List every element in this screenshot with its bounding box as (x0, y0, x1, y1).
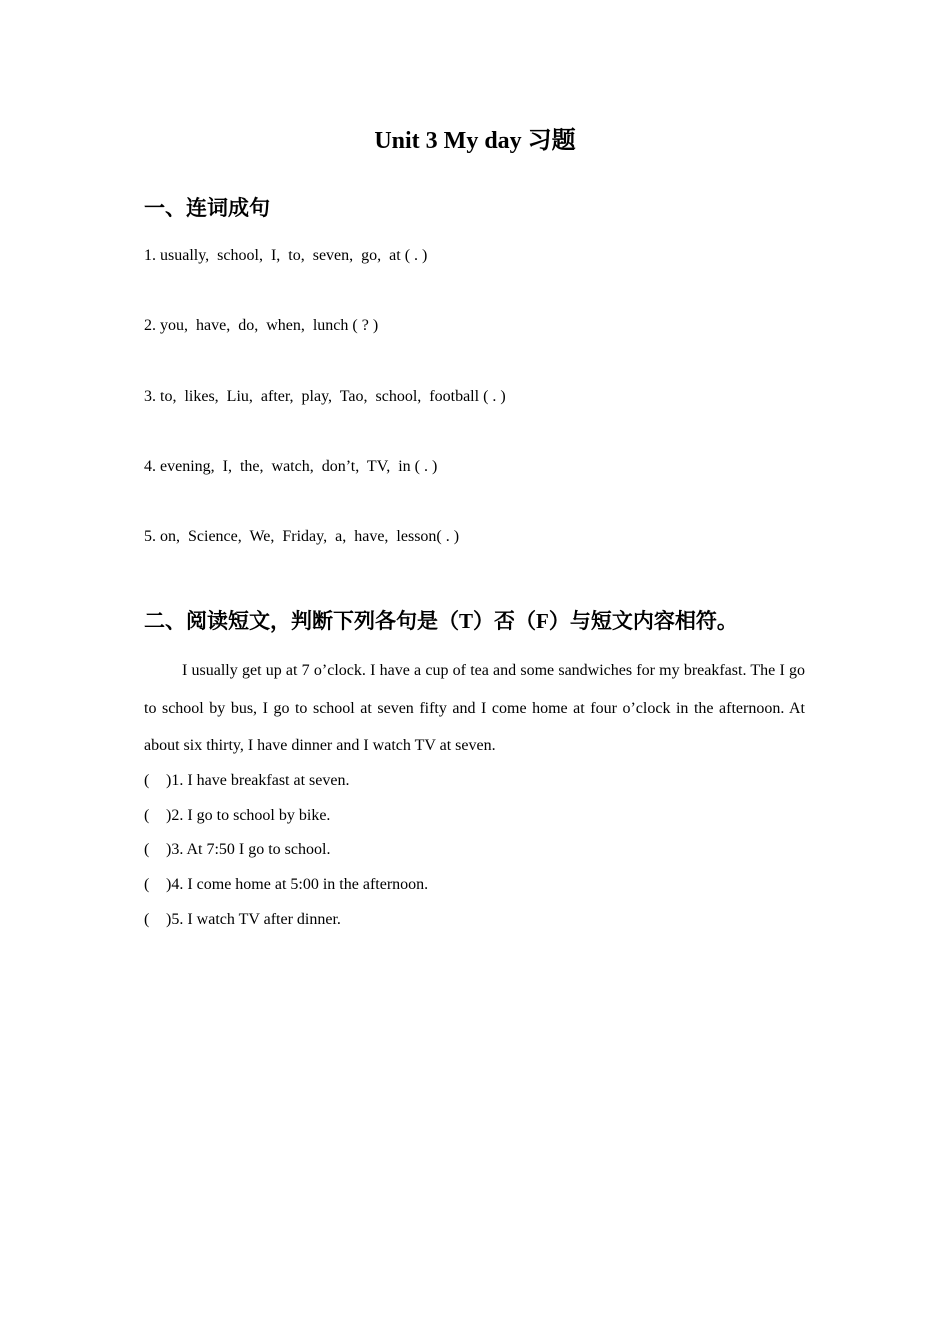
word-order-question-1: 1. usually, school, I, to, seven, go, at ( . ) (144, 247, 428, 264)
page-title: Unit 3 My day 习题 (374, 128, 576, 154)
answer-blank: ( (144, 841, 150, 858)
true-false-item-4 (144, 874, 428, 896)
true-false-item-2 (144, 805, 330, 827)
section-heading-reading: 二、阅读短文，判断下列各句是（T）否（F）与短文内容相符。 (144, 609, 738, 633)
statement-text: )2. I go to school by bike. (166, 807, 331, 824)
section-heading-word-order: 一、连词成句 (144, 196, 270, 220)
statement-text: )1. I have breakfast at seven. (166, 772, 350, 789)
word-order-question-3: 3. to, likes, Liu, after, play, Tao, school, football ( . ) (144, 388, 506, 405)
true-false-item-3 (144, 839, 330, 861)
word-order-question-5: 5. on, Science, We, Friday, a, have, lesson( . ) (144, 528, 460, 545)
answer-blank: ( (144, 772, 150, 789)
answer-blank: ( (144, 911, 150, 928)
statement-text: )3. At 7:50 I go to school. (166, 841, 331, 858)
word-order-question-4: 4. evening, I, the, watch, don’t, TV, in ( . ) (144, 458, 438, 475)
true-false-item-1 (144, 770, 349, 792)
statement-text: )5. I watch TV after dinner. (166, 911, 341, 928)
answer-blank: ( (144, 807, 150, 824)
true-false-item-5 (144, 909, 341, 931)
word-order-question-2: 2. you, have, do, when, lunch ( ? ) (144, 317, 379, 334)
statement-text: )4. I come home at 5:00 in the afternoon. (166, 876, 429, 893)
answer-blank: ( (144, 876, 150, 893)
reading-passage: I usually get up at 7 o’clock. I have a cup of tea and some sandwiches for my breakfast. The I go to school by bus, I go to school at seven fifty and I come home at four o’clock in the afternoon. At about six thirty, I have dinner and I watch TV at seven. (144, 662, 805, 754)
